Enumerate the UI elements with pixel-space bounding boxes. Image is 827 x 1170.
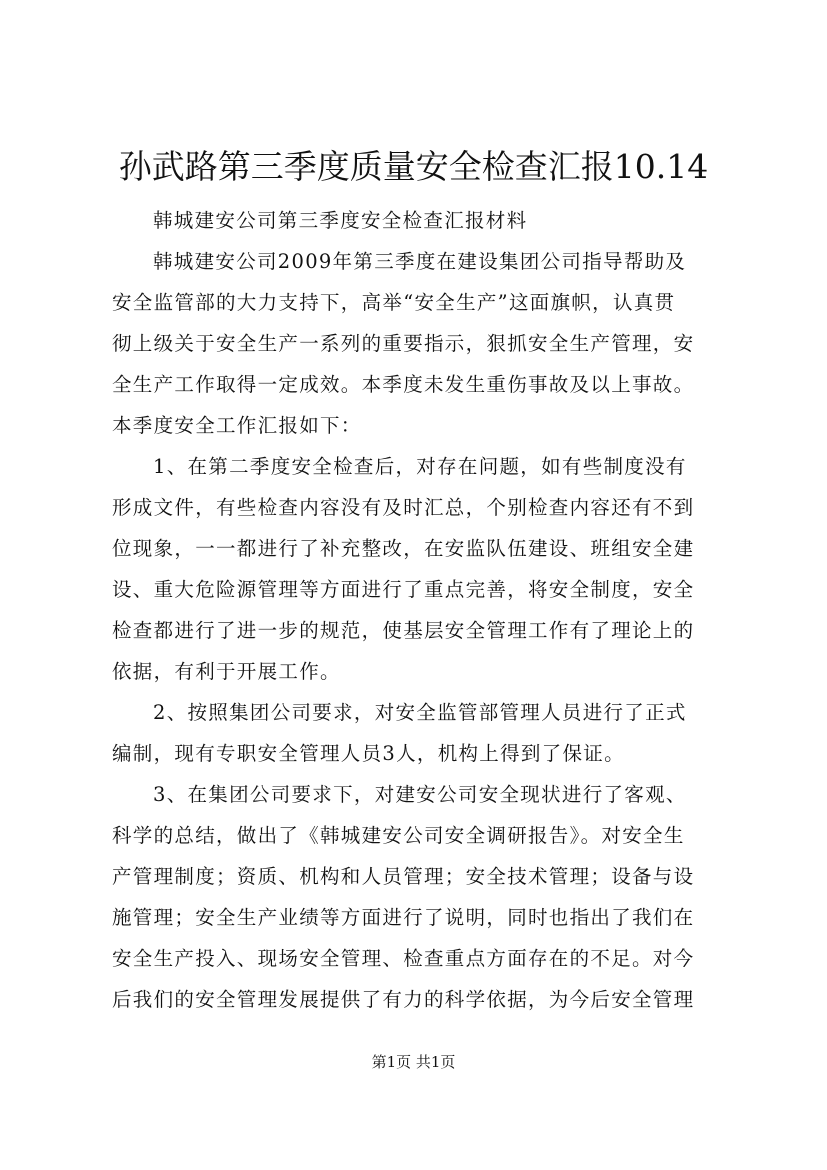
paragraph-line: 形成文件，有些检查内容没有及时汇总，个别检查内容还有不到 [112,496,695,519]
page-indicator: 第1页 共1页 [371,1053,456,1071]
document-body [112,200,722,1020]
paragraph-line: 产管理制度；资质、机构和人员管理；安全技术管理；设备与设 [112,865,695,888]
document-title: 孙武路第三季度质量安全检查汇报10.14 [118,147,709,186]
paragraph-line: 施管理；安全生产业绩等方面进行了说明，同时也指出了我们在 [112,906,695,929]
paragraph-line: 位现象，一一都进行了补充整改，在安监队伍建设、班组安全建 [112,537,695,560]
paragraph-line: 3、在集团公司要求下，对建安公司安全现状进行了客观、 [153,783,687,806]
paragraph-line: 2、按照集团公司要求，对安全监管部管理人员进行了正式 [153,701,687,724]
paragraph-line: 本季度安全工作汇报如下： [112,414,362,437]
paragraph-line: 安全生产投入、现场安全管理、检查重点方面存在的不足。对今 [112,947,695,970]
paragraph-line: 韩城建安公司2009年第三季度在建设集团公司指导帮助及 [153,250,687,273]
subtitle-line: 韩城建安公司第三季度安全检查汇报材料 [153,209,528,232]
page-footer [0,1051,827,1073]
paragraph-line: 全生产工作取得一定成效。本季度未发生重伤事故及以上事故。 [112,373,695,396]
paragraph-line: 彻上级关于安全生产一系列的重要指示，狠抓安全生产管理，安 [112,332,695,355]
paragraph-line: 1、在第二季度安全检查后，对存在问题，如有些制度没有 [153,455,687,478]
paragraph-line: 依据，有利于开展工作。 [112,660,341,683]
paragraph-line: 科学的总结，做出了《韩城建安公司安全调研报告》。对安全生 [112,824,685,847]
paragraph-line: 安全监管部的大力支持下，高举“安全生产”这面旗帜，认真贯 [112,291,676,314]
paragraph-line: 编制，现有专职安全管理人员3人，机构上得到了保证。 [112,742,625,765]
paragraph-line: 后我们的安全管理发展提供了有力的科学依据，为今后安全管理 [112,988,695,1011]
paragraph-line: 设、重大危险源管理等方面进行了重点完善，将安全制度，安全 [112,578,695,601]
paragraph-line: 检查都进行了进一步的规范，使基层安全管理工作有了理论上的 [112,619,695,642]
